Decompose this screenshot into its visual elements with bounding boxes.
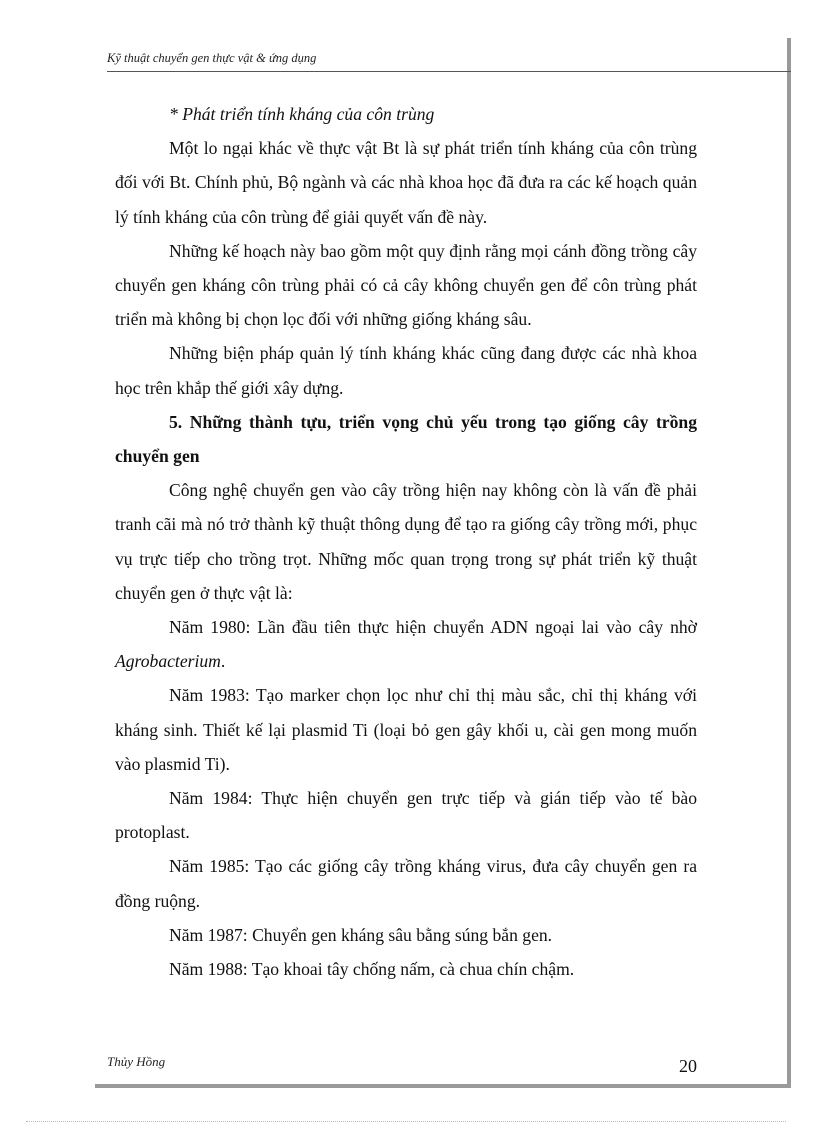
page-number: 20 xyxy=(679,1056,697,1076)
page-bottom-dotted-line xyxy=(26,1121,786,1122)
footer-author: Thủy Hồng xyxy=(107,1054,166,1069)
paragraph-refuge-plan: Những kế hoạch này bao gồm một quy định rằng mọi cánh đồng trồng cây chuyển gen kháng côn trùng phải có cả cây không chuyển gen để côn trùng phát triển mà không bị chọn lọc đối với những giống kháng sâu. xyxy=(115,240,697,330)
subheading-insect-resistance: * Phát triển tính kháng của côn trùng xyxy=(169,104,435,124)
milestone-1985: Năm 1985: Tạo các giống cây trồng kháng virus, đưa cây chuyển gen ra đồng ruộng. xyxy=(115,856,697,911)
milestone-1988: Năm 1988: Tạo khoai tây chống nấm, cà chua chín chậm. xyxy=(169,959,575,980)
paragraph-bt-resistance: Một lo ngại khác về thực vật Bt là sự phát triển tính kháng của côn trùng đối với Bt. Chính phủ, Bộ ngành và các nhà khoa học đã đưa ra các kế hoạch quản lý tính kháng của côn trùng để giải quyết vấn đề này. xyxy=(115,138,697,227)
milestone-1983: Năm 1983: Tạo marker chọn lọc như chỉ thị màu sắc, chỉ thị kháng với kháng sinh. Thiết kế lại plasmid Ti (loại bỏ gen gây khối u, cài gen mong muốn vào plasmid Ti). xyxy=(115,685,697,774)
header-divider xyxy=(107,71,791,72)
milestone-1980-text: Năm 1980: Lần đầu tiên thực hiện chuyển ADN ngoại lai vào cây nhờ xyxy=(169,617,697,638)
milestone-1980 xyxy=(115,610,697,678)
paragraph-gene-technology: Công nghệ chuyển gen vào cây trồng hiện nay không còn là vấn đề phải tranh cãi mà nó trở thành kỹ thuật thông dụng để tạo ra giống cây trồng mới, phục vụ trực tiếp cho trồng trọt. Những mốc quan trọng trong sự phát triển kỹ thuật chuyển gen ở thực vật là: xyxy=(115,480,697,603)
paragraph-other-measures: Những biện pháp quản lý tính kháng khác cũng đang được các nhà khoa học trên khắp thế giới xây dựng. xyxy=(115,343,697,398)
milestone-1984: Năm 1984: Thực hiện chuyển gen trực tiếp và gián tiếp vào tế bào protoplast. xyxy=(115,788,697,843)
section-heading-achievements: 5. Những thành tựu, triển vọng chủ yếu trong tạo giống cây trồng chuyển gen xyxy=(115,411,697,467)
milestone-1980-end: . xyxy=(220,651,226,672)
milestone-1980-organism: Agrobacterium xyxy=(115,651,221,672)
page-body xyxy=(115,97,697,986)
milestone-1987: Năm 1987: Chuyển gen kháng sâu bằng súng bắn gen. xyxy=(169,924,553,945)
running-header: Kỹ thuật chuyển gen thực vật & ứng dụng xyxy=(107,51,317,65)
